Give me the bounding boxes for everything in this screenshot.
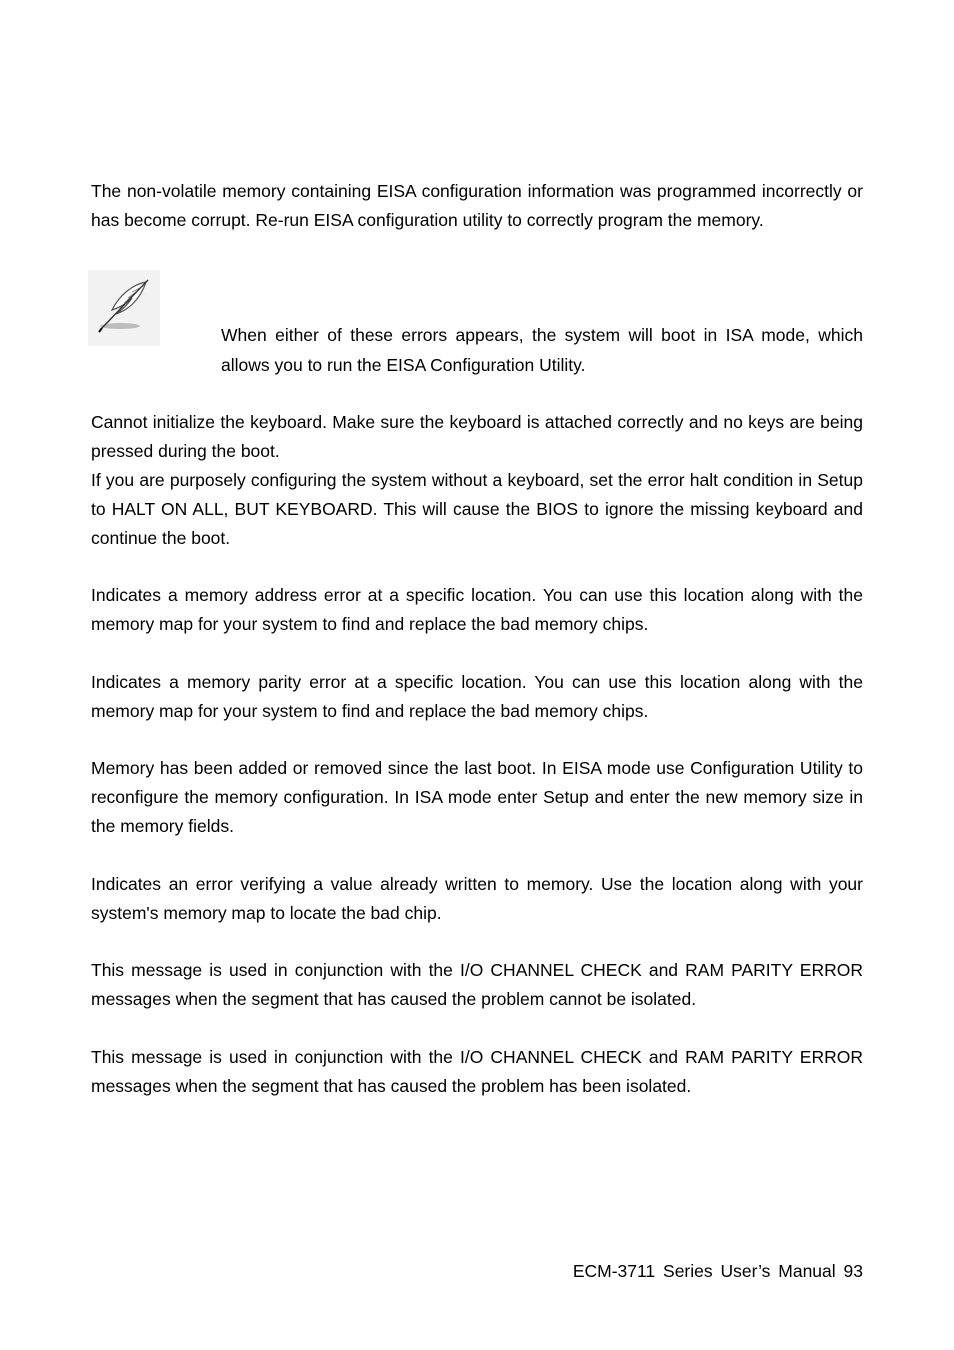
keyboard-error-line-1: Cannot initialize the keyboard. Make sure the keyboard is attached correctly and no keys are being pressed during the boot.: [91, 412, 863, 461]
paragraph-size-changed: Memory has been added or removed since the last boot. In EISA mode use Configuration Utility to reconfigure the memory configuration. In ISA mode enter Setup and enter the new memory size in the memory fields.: [91, 758, 863, 836]
page-footer: ECM-3711 Series User’s Manual 93: [572, 1261, 863, 1281]
paragraph-keyboard-error: [91, 408, 863, 553]
paragraph-eisa-corrupt: The non-volatile memory containing EISA configuration information was programmed incorrectly or has become corrupt. Re-run EISA configuration utility to correctly program the memory.: [91, 181, 863, 230]
paragraph-segment-not-isolated: This message is used in conjunction with the I/O CHANNEL CHECK and RAM PARITY ERROR messages when the segment that has caused the problem cannot be isolated.: [91, 960, 863, 1009]
paragraph-verify-error: Indicates an error verifying a value already written to memory. Use the location along with your system's memory map to locate the bad chip.: [91, 874, 863, 923]
paragraph-parity-error: Indicates a memory parity error at a specific location. You can use this location along with the memory map for your system to find and replace the bad memory chips.: [91, 672, 863, 721]
note-text: When either of these errors appears, the system will boot in ISA mode, which allows you to run the EISA Configuration Utility.: [221, 325, 863, 375]
paragraph-address-error: Indicates a memory address error at a specific location. You can use this location along with the memory map for your system to find and replace the bad memory chips.: [91, 585, 863, 634]
feather-quill-icon: [88, 270, 160, 346]
paragraph-segment-isolated: This message is used in conjunction with the I/O CHANNEL CHECK and RAM PARITY ERROR messages when the segment that has caused the problem has been isolated.: [91, 1047, 863, 1096]
keyboard-error-line-2: If you are purposely configuring the system without a keyboard, set the error halt condition in Setup to HALT ON ALL, BUT KEYBOARD. This will cause the BIOS to ignore the missing keyboard and continue the boot.: [91, 470, 863, 548]
